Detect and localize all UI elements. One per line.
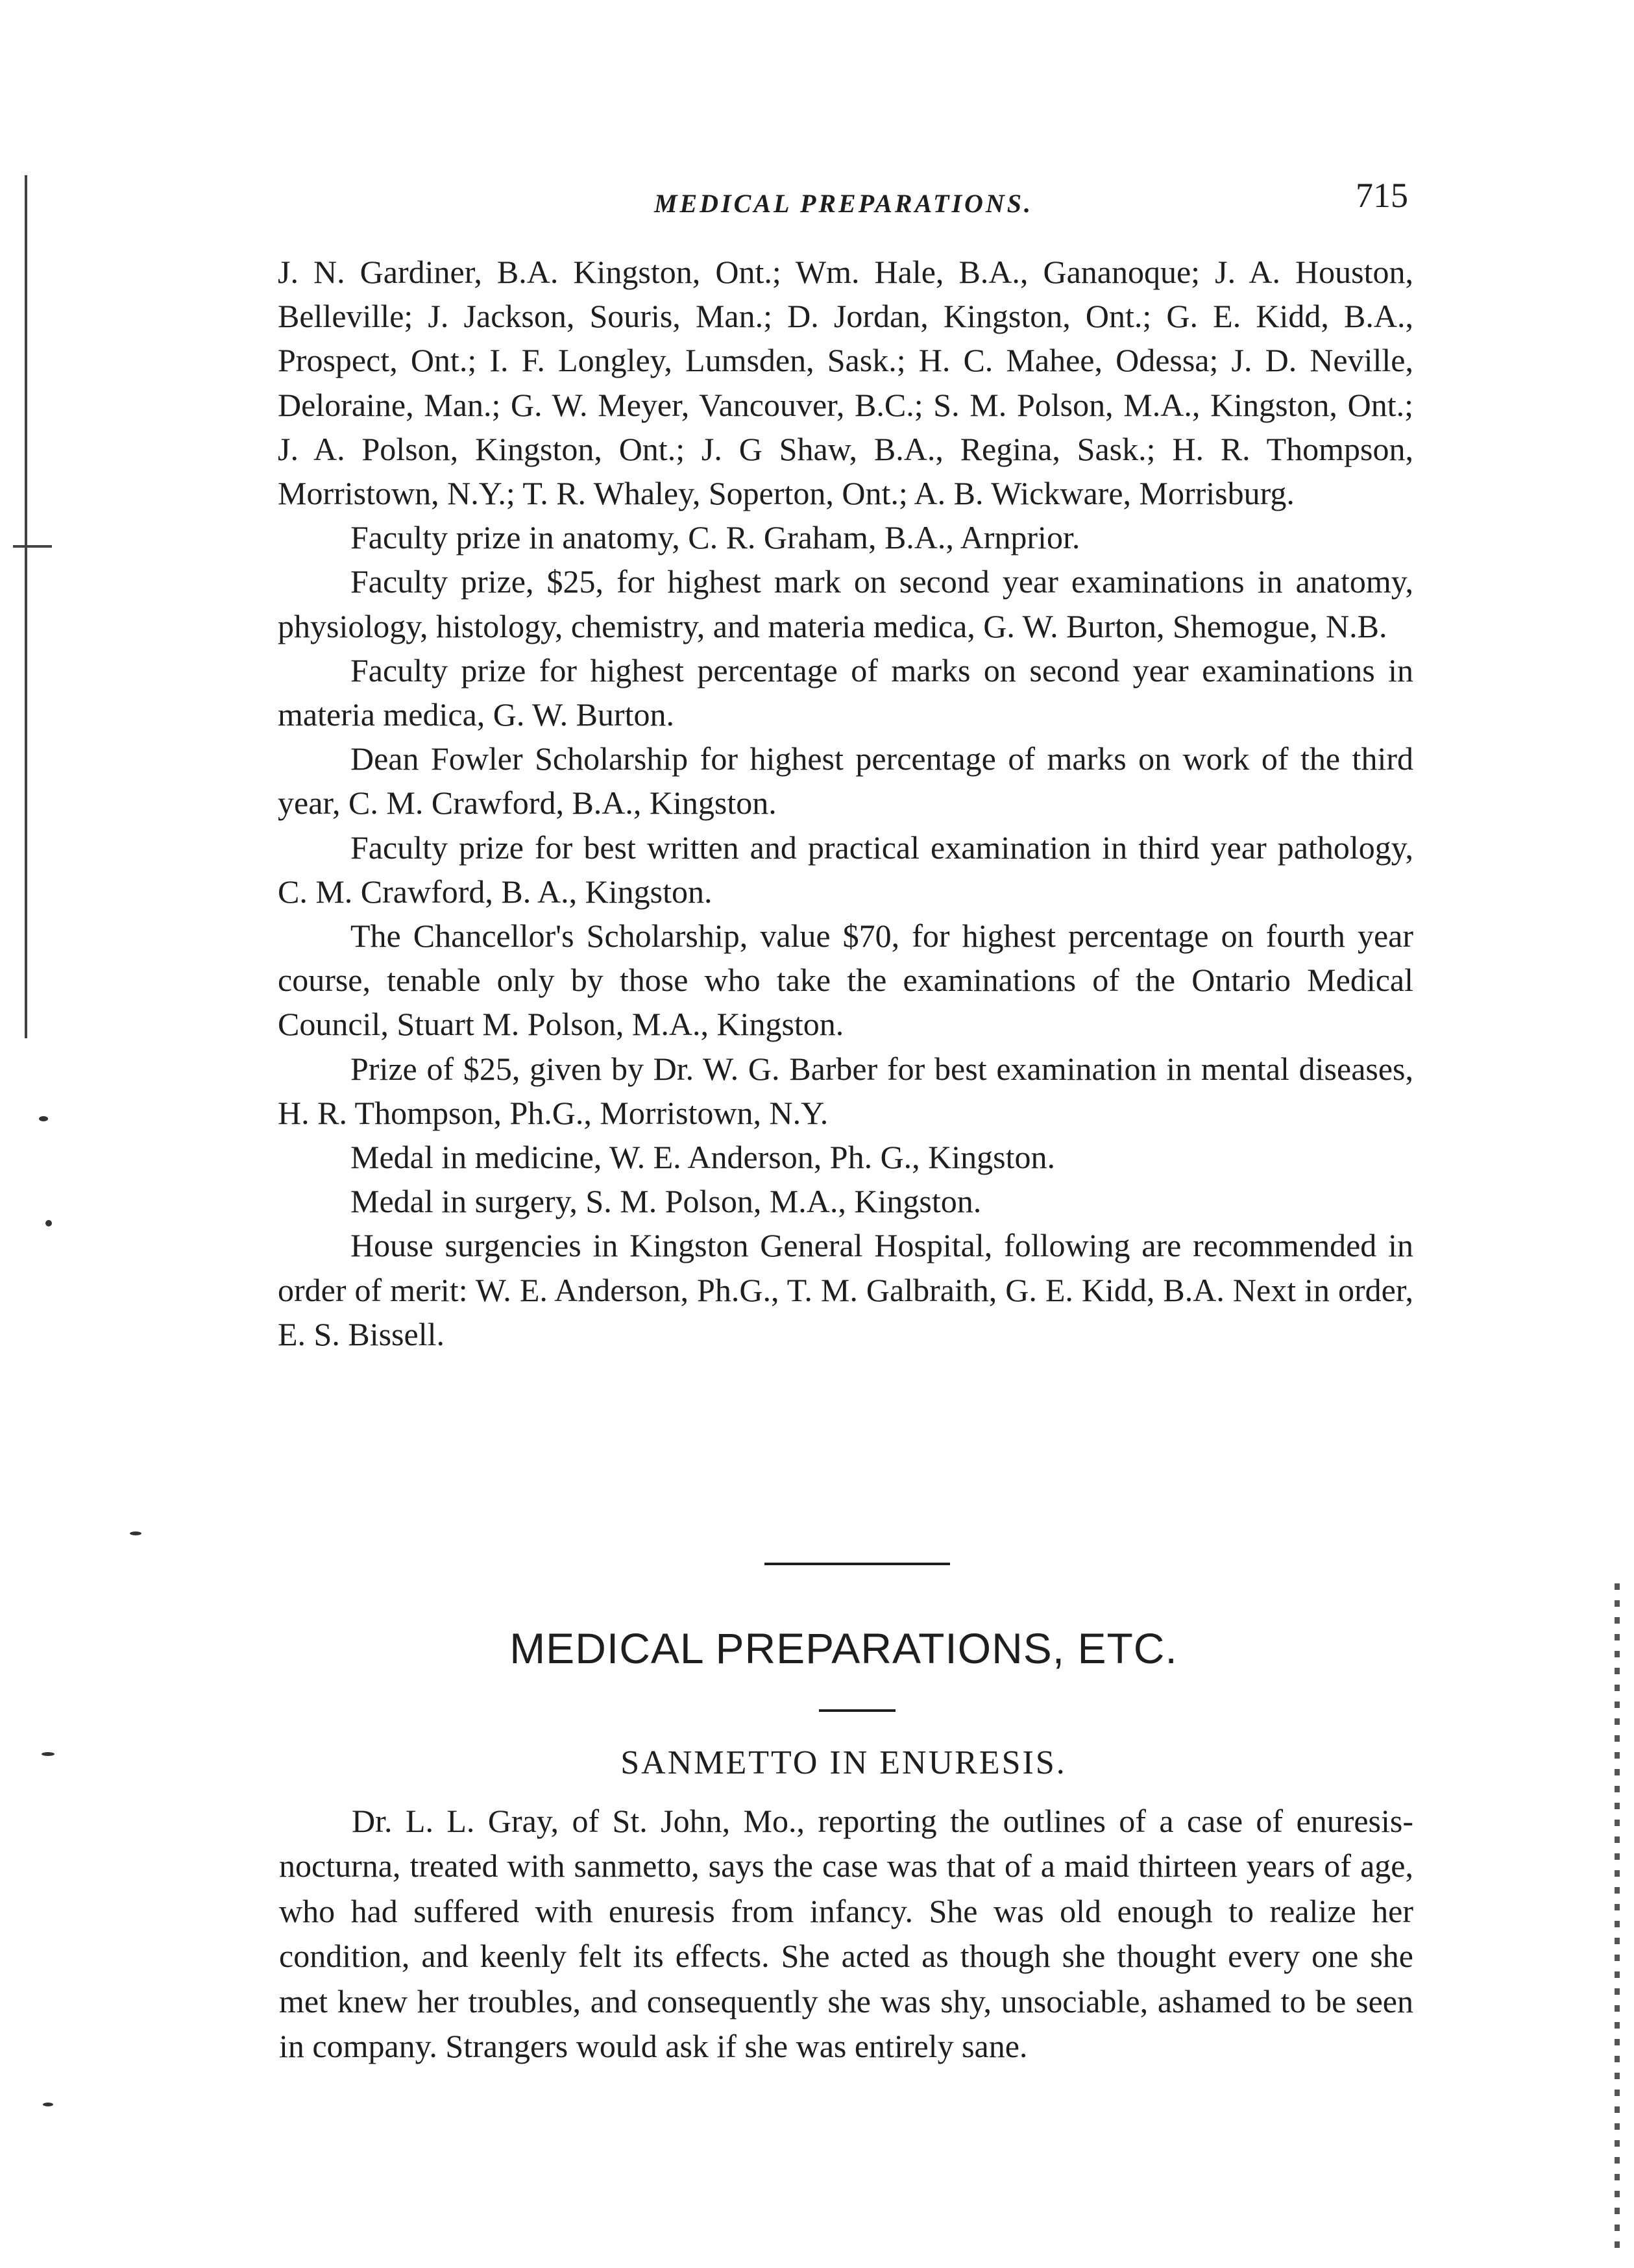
scan-speck [130,1531,141,1535]
binding-edge-tick [13,545,52,548]
paragraph: The Chancellor's Scholarship, value $70, for highest percentage on fourth year course, tenable only by those who take the examinations of the Ontario Medical Council, Stuart M. Polson, M.A., Kingston. [278,918,1413,1043]
section-title: MEDICAL PREPARATIONS, ETC. [509,1624,1178,1672]
paragraph: Dr. L. L. Gray, of St. John, Mo., reporting the outlines of a case of enuresis-nocturna, treated with sanmetto, says the case was that of a maid thirteen years of age, who had suffered with enuresis from infancy. She was old enough to realize her condition, and keenly felt its effects. She acted as though she thought every one she met knew her troubles, and consequently she was shy, unsociable, ashamed to be seen in company. Strangers would ask if she was entirely sane. [279,1803,1413,2065]
prize-list [278,250,1413,1356]
paragraph: Dean Fowler Scholarship for highest percentage of marks on work of the third year, C. M. Crawford, B.A., Kingston. [278,740,1413,822]
paragraph: Faculty prize in anatomy, C. R. Graham, B.A., Arnprior. [350,519,1080,556]
scan-speck [43,2103,53,2106]
paragraph: J. N. Gardiner, B.A. Kingston, Ont.; Wm. Hale, B.A., Gananoque; J. A. Houston, Belleville; J. Jackson, Souris, Man.; D. Jordan, Kingston, Ont.; G. E. Kidd, B.A., Prospect, Ont.; I. F. Longley, Lumsden, Sask.; H. C. Mahee, Odessa; J. D. Neville, Deloraine, Man.; G. W. Meyer, Vancouver, B.C.; S. M. Polson, M.A., Kingston, Ont.; J. A. Polson, Kingston, Ont.; J. G Shaw, B.A., Regina, Sask.; H. R. Thompson, Morristown, N.Y.; T. R. Whaley, Soperton, Ont.; A. B. Wickware, Morrisburg. [278,254,1413,512]
page-number: 715 [1356,176,1408,215]
paragraph: Faculty prize, $25, for highest mark on second year examinations in anatomy, physiology, histology, chemistry, and materia medica, G. W. Burton, Shemogue, N.B. [278,563,1413,644]
scan-speck [42,1752,55,1756]
binding-edge-mark [25,175,27,1038]
article-title: SANMETTO IN ENURESIS. [620,1744,1067,1781]
paragraph: House surgencies in Kingston General Hospital, following are recommended in order of merit: W. E. Anderson, Ph.G., T. M. Galbraith, G. E. Kidd, B.A. Next in order, E. S. Bissell. [278,1227,1413,1352]
section-divider [764,1563,950,1565]
running-head: MEDICAL PREPARATIONS. [653,189,1034,218]
paragraph: Medal in medicine, W. E. Anderson, Ph. G., Kingston. [350,1139,1056,1176]
paragraph: Medal in surgery, S. M. Polson, M.A., Kingston. [350,1183,982,1220]
paragraph: Faculty prize for best written and practical examination in third year pathology, C. M. Crawford, B. A., Kingston. [278,829,1413,910]
scan-speck [39,1116,48,1121]
page-edge-shadow [1615,1583,1620,2252]
scan-speck [45,1220,52,1226]
title-divider [819,1709,896,1712]
article-body [279,1799,1413,2069]
page-header [273,175,1415,227]
paragraph: Faculty prize for highest percentage of marks on second year examinations in materia medica, G. W. Burton. [278,652,1413,733]
paragraph: Prize of $25, given by Dr. W. G. Barber for best examination in mental diseases, H. R. Thompson, Ph.G., Morristown, N.Y. [278,1050,1413,1131]
